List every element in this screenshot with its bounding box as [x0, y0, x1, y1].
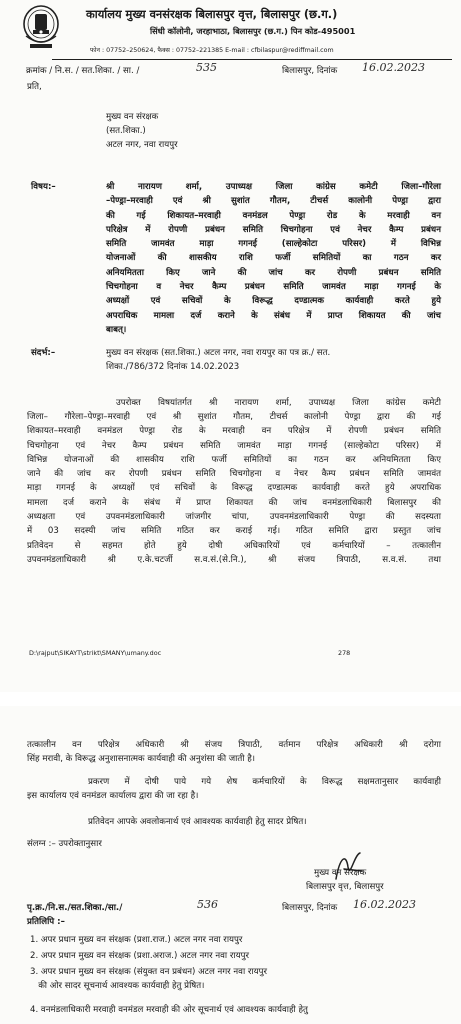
state-emblem-icon — [22, 4, 60, 50]
body-line: में 03 सदस्यी जांच समिति गठित कर कराई गई। गठित समिति द्वारा प्रस्तुत जांच — [27, 526, 441, 537]
forwarding-line: प्रतिवेदन आपके अवलोकनार्थ एवं आवश्यक कार्यवाही हेतु सादर प्रेषित। — [88, 817, 307, 827]
sandarbh-line: शिका./786/372 दिनांक 14.02.2023 — [106, 362, 240, 373]
letter-page-2 — [0, 706, 461, 1024]
subject-text — [106, 180, 441, 337]
pratilipi-label: प्रतिलिपि :– — [27, 917, 65, 927]
enclosure-line: संलग्न :– उपरोक्तानुसार — [27, 839, 102, 849]
office-contact: फोन : 07752–250624, फैक्स : 07752–221385 E-mail : cfbilaspur@rediffmail.com — [90, 47, 334, 54]
subject-line: योजनाओं की शासकीय राशि फर्जी समितियों का गठन कर — [106, 253, 441, 264]
body-line: चिचगोहना एवं नेचर कैम्प प्रबंधन समिति जामवंत माड़ा गगनई (साल्हेकोटा परिसर) में — [27, 440, 441, 451]
recipient-line-3: अटल नगर, नवा रायपुर — [106, 140, 178, 150]
body-line: जिला– गौरेला–पेण्ड्रा–मरवाही एवं श्री सुशांत गौतम, टीचर्स कालोनी पेण्ड्रा द्वारा की गई — [27, 412, 441, 422]
copy-item: 1. अपर प्रधान मुख्य वन संरक्षक (प्रशा.राज.) अटल नगर नवा रायपुर — [30, 935, 243, 945]
office-title: कार्यालय मुख्य वनसंरक्षक बिलासपुर वृत्त, बिलासपुर (छ.ग.) — [86, 7, 338, 21]
reference-number: 535 — [196, 61, 217, 74]
prati-label: प्रति, — [27, 82, 42, 92]
body-line: माड़ा गगनई के अध्यक्षों एवं सचिवों के विरूद्ध दण्डात्मक कार्यवाही करते हुये अपराधिक — [27, 483, 441, 494]
file-path: D:\rajput\SIKAYT\strikt\SMANY\umany.doc — [29, 649, 162, 657]
para-2-first — [88, 775, 441, 789]
sandarbh-label: संदर्भ:– — [31, 348, 56, 358]
body-line: इस कार्यालय एवं वनमंडल कार्यालय द्वारा की जा रहा है। — [27, 791, 199, 801]
body-line: मामला दर्ज कराने के संबंध में प्राप्त शिकायत की जांच वनमंडलाधिकारी बिलासपुर की — [27, 497, 441, 508]
sandarbh-line: मुख्य वन संरक्षक (सत.शिका.) अटल नगर, नवा रायपुर का पत्र क्र./ सत. — [106, 348, 331, 358]
subject-line: श्री नारायण शर्मा, उपाध्यक्ष जिला कांग्रेस कमेटी जिला–गौरेला — [106, 182, 441, 192]
continued-paragraph — [27, 738, 441, 767]
body-line: शिकायत–मरवाही वनमंडल पेण्ड्रा रोड के मरवाही वन परिक्षेत्र में रोपणी प्रबंधन समिति — [27, 426, 441, 437]
place-date-label: बिलासपुर, दिनांक — [282, 66, 338, 76]
subject-label: विषय:– — [31, 182, 56, 192]
office-address: सिंधी कॉलोनी, जरहाभाठा, बिलासपुर (छ.ग.) पिन कोड-495001 — [150, 26, 356, 36]
letter-date: 16.02.2023 — [362, 61, 425, 74]
copy-place-date-label: बिलासपुर, दिनांक — [282, 903, 338, 913]
reference-label: क्रमांक / नि.स. / सत.शिका. / सा. / — [26, 66, 140, 76]
copy-item-continued: की ओर सादर सूचनार्थ आवश्यक कार्यवाही हेतु प्रेषित। — [30, 981, 205, 991]
page-gap — [0, 692, 461, 706]
sandarbh-text — [106, 346, 441, 375]
copy-item: 3. अपर प्रधान मुख्य वन संरक्षक (संयुक्त वन प्रबंधन) अटल नगर नवा रायपुर — [30, 967, 268, 977]
body-line: अध्यक्षता एवं उपवनमंडलाधिकारी जांजगीर चांपा, उपवनमंडलाधिकारी पेण्ड्रा की सदस्यता — [27, 512, 441, 523]
page-number: 278 — [338, 649, 351, 657]
subject-line: चिचगोहना व नेचर कैम्प प्रबंधन समिति जामवंत माड़ा गगनई के — [106, 282, 441, 293]
recipient-line-1: मुख्य वन संरक्षक — [106, 112, 159, 122]
body-line: प्रकरण में दोषी पाये गये शेष कर्मचारियों के विरूद्ध सक्षमतानुसार कार्यवाही — [88, 777, 441, 787]
subject-line: बाबत्। — [106, 324, 127, 335]
signatory-office: बिलासपुर वृत्त, बिलासपुर — [306, 882, 384, 892]
body-line: विभिन्न योजनाओं की शासकीय राशि फर्जी समितियों का गठन कर अनियमितता किए — [27, 454, 441, 465]
body-line: सिंह मरावी, के विरूद्ध अनुशासनात्मक कार्यवाही की अनुशंसा की जाती है। — [27, 754, 256, 765]
body-line: प्रतिवेदन से सहमत होते हुये दोषी अधिकारियों एवं कर्मचारियों – तत्कालीन — [27, 540, 441, 551]
subject-line: अध्यक्षों एवं सचिवों के विरूद्ध दण्डात्मक कार्यवाही करते हुये — [106, 296, 441, 307]
body-first-line — [116, 396, 441, 410]
copy-reference-number: 536 — [197, 898, 218, 911]
subject-line: –पेण्ड्रा–मरवाही एवं श्री सुशांत गौतम, टीचर्स कालोनी पेण्ड्रा द्वारा — [106, 196, 441, 207]
signatory-designation: मुख्य वन संरक्षक — [314, 868, 367, 878]
copy-date: 16.02.2023 — [353, 898, 416, 911]
copy-reference-label: पृ.क्र./नि.स./सत.शिका./सा./ — [27, 903, 123, 913]
subject-line: अनियमितता किए जाने की जांच कर रोपणी प्रबंधन समिति — [106, 267, 441, 278]
body-line: उपरोक्त विषयांतर्गत श्री नारायण शर्मा, उपाध्यक्ष जिला कांग्रेस कमेटी — [116, 398, 441, 408]
body-paragraph — [27, 410, 441, 567]
copy-item: 4. वनमंडलाधिकारी मरवाही वनमंडल मरवाही की ओर सूचनार्थ एवं आवश्यक कार्यवाही हेतु — [30, 1005, 308, 1015]
subject-line: की गई शिकायत–मरवाही वनमंडल पेण्ड्रा रोड के मरवाही वन — [106, 210, 441, 221]
subject-line: समिति जामवंत माड़ा गगनई (साल्हेकोटा परिसर) में विभिन्न — [106, 239, 441, 250]
subject-line: अपराधिक मामला दर्ज कराने के संबंध में प्राप्त शिकायत की जांच — [106, 310, 441, 321]
subject-line: परिक्षेत्र में रोपणी प्रबंधन समिति चिचगोहना एवं नेचर कैम्प प्रबंधन — [106, 224, 441, 235]
body-line: उपवनमंडलाधिकारी श्री ए.के.चटर्जी स.व.सं.(से.नि.), श्री संजय त्रिपाठी, स.व.सं. तथा — [27, 554, 441, 565]
recipient-line-2: (सत.शिका.) — [106, 126, 146, 136]
body-line: जाने की जांच कर रोपणी प्रबंधन समिति चिचगोहना व नेचर कैम्प प्रबंधन समिति जामवंत — [27, 469, 441, 480]
copy-item: 2. अपर प्रधान मुख्य वन संरक्षक (प्रशा.अराज.) अटल नगर नवा रायपुर — [30, 951, 249, 961]
body-line: तत्कालीन वन परिक्षेत्र अधिकारी श्री संजय त्रिपाठी, वर्तमान परिक्षेत्र अधिकारी श्री दरोगा — [27, 740, 441, 750]
